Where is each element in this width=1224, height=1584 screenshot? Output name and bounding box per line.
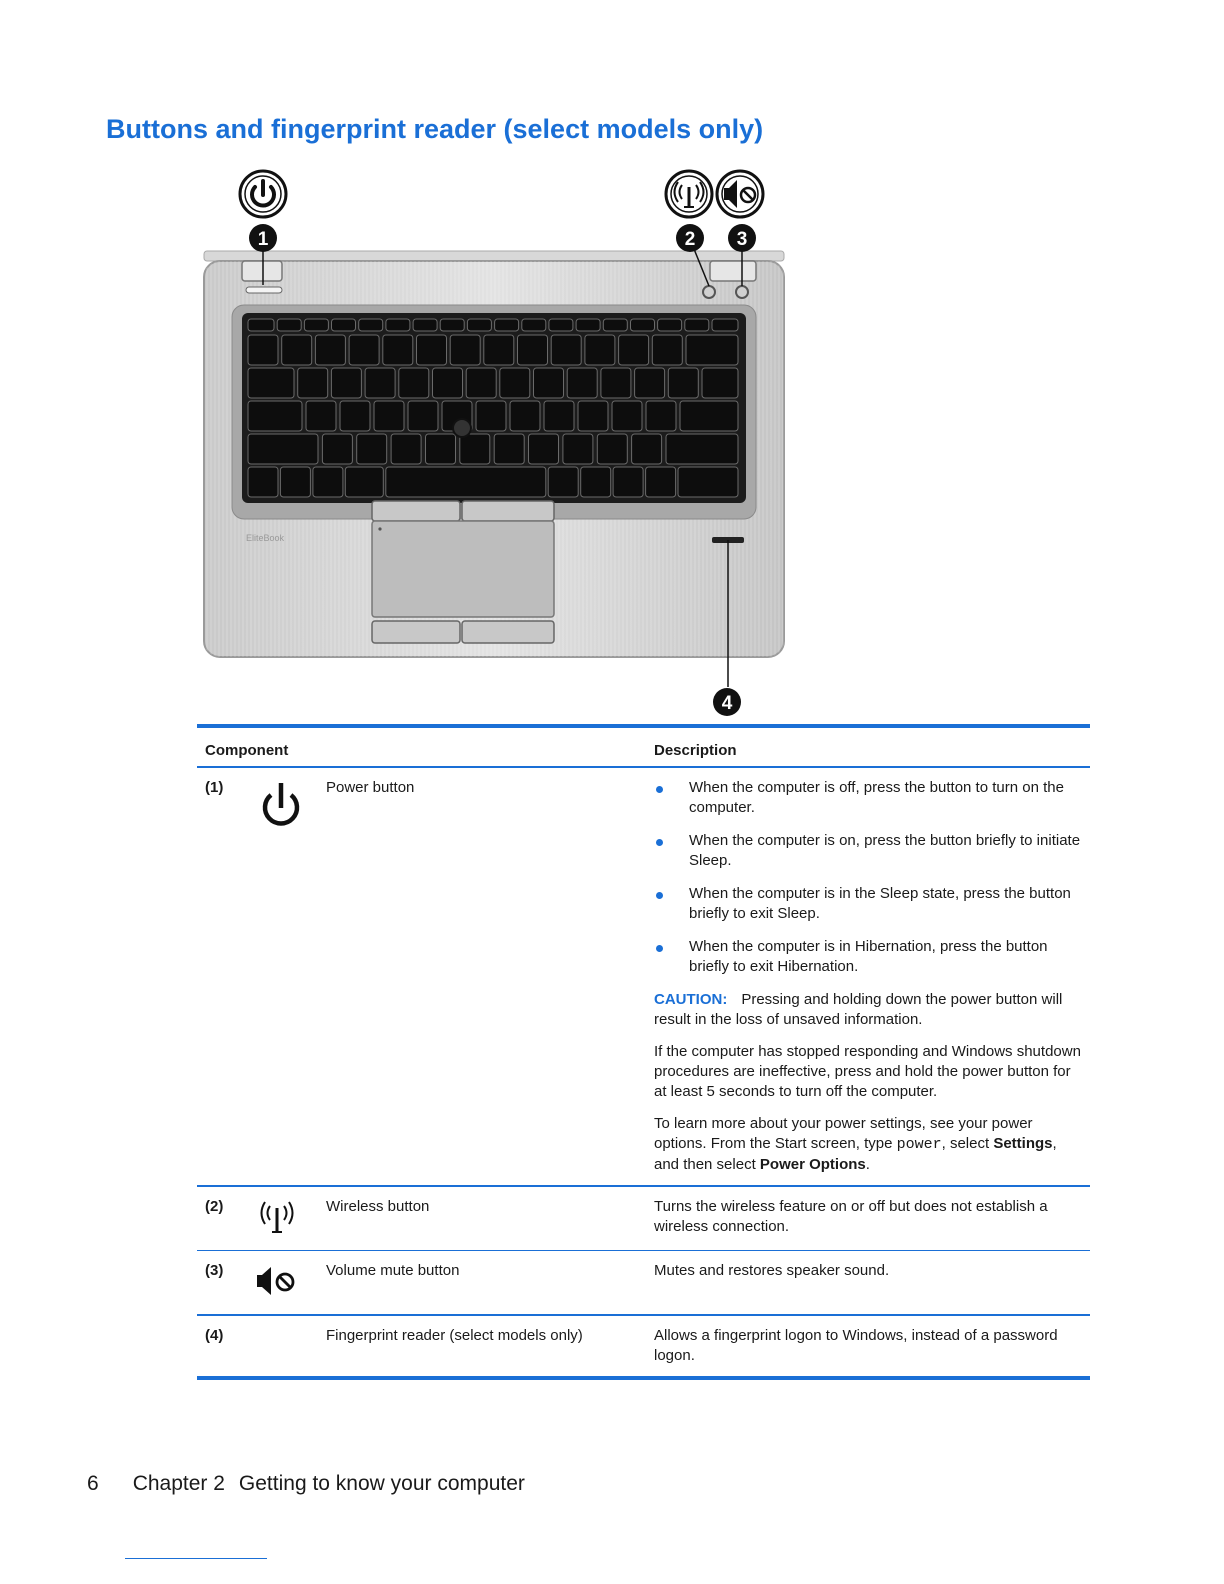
keyboard-key	[658, 319, 682, 331]
keyboard-key	[426, 434, 456, 464]
keyboard-key	[277, 319, 301, 331]
laptop-figure	[190, 165, 790, 725]
keyboard-key	[631, 319, 655, 331]
keyboard-key	[408, 401, 438, 431]
page-footer	[87, 1472, 525, 1496]
keyboard-key	[460, 434, 490, 464]
keyboard-key	[304, 319, 328, 331]
keyboard-key	[680, 401, 738, 431]
row-number: (2)	[205, 1197, 224, 1215]
table-row	[197, 1187, 1090, 1250]
power-options-term: Power Options	[759, 1156, 866, 1173]
keyboard-keys	[248, 319, 738, 497]
keyboard-key	[282, 335, 312, 365]
table-header	[197, 728, 1090, 766]
keyboard-key	[391, 434, 421, 464]
keyboard-key	[359, 319, 383, 331]
wireless-callout-icon	[666, 171, 712, 217]
keyboard-key	[563, 434, 593, 464]
description-bullets	[654, 778, 1082, 977]
keyboard-key	[332, 319, 356, 331]
keyboard-key	[544, 401, 574, 431]
shutdown-paragraph: If the computer has stopped responding and Windows shutdown procedures are ineffective, press and hold the power button for at least 5 seconds to turn off the computer.	[654, 1043, 1081, 1100]
keyboard-key	[529, 434, 559, 464]
mute-button-shape	[736, 286, 748, 298]
keyboard-key	[331, 368, 361, 398]
keyboard-key	[383, 335, 413, 365]
keyboard-key	[313, 467, 343, 497]
keyboard-key	[450, 335, 480, 365]
table-row	[197, 768, 1090, 1185]
keyboard-key	[685, 319, 709, 331]
callout-badge-3	[728, 224, 756, 252]
keyboard-key	[522, 319, 546, 331]
keyboard-key	[585, 335, 615, 365]
chapter-label: Chapter 2	[132, 1472, 225, 1495]
keyboard-key	[652, 335, 682, 365]
wireless-button-shape	[703, 286, 715, 298]
keyboard-key	[476, 401, 506, 431]
keyboard-key	[440, 319, 464, 331]
svg-text:3: 3	[736, 229, 748, 250]
callout-badge-2	[676, 224, 704, 252]
keyboard-key	[578, 401, 608, 431]
chapter-title: Getting to know your computer	[238, 1472, 525, 1495]
keyboard-key	[248, 467, 278, 497]
keyboard-key	[315, 335, 345, 365]
svg-text:4: 4	[721, 693, 733, 714]
caution-note	[654, 990, 1082, 1030]
table-row	[197, 1316, 1090, 1376]
keyboard-key	[548, 467, 578, 497]
keyboard-key	[612, 401, 642, 431]
component-name: Fingerprint reader (select models only)	[326, 1326, 583, 1344]
keyboard-key	[322, 434, 352, 464]
keyboard-key	[280, 467, 310, 497]
component-name: Volume mute button	[326, 1262, 460, 1279]
keyboard-key	[646, 467, 676, 497]
pointing-stick	[453, 419, 471, 437]
keyboard-key	[374, 401, 404, 431]
keyboard-key	[646, 401, 676, 431]
power-settings-paragraph: To learn more about your power settings, see your power options. From the Start screen, type power, select Settings, and then select Power Options.	[654, 1115, 1057, 1173]
keyboard-key	[417, 335, 447, 365]
row-number: (4)	[205, 1326, 224, 1344]
component-name: Wireless button	[326, 1197, 430, 1215]
keyboard-key	[534, 368, 564, 398]
keyboard-key	[632, 434, 662, 464]
keyboard-key	[248, 434, 318, 464]
keyboard-key	[666, 434, 738, 464]
row-number: (1)	[205, 779, 224, 796]
keyboard-key	[510, 401, 540, 431]
keyboard-key	[399, 368, 429, 398]
caution-label: CAUTION:	[654, 991, 728, 1008]
keyboard-key	[576, 319, 600, 331]
keyboard-key	[467, 319, 491, 331]
table-row	[197, 1251, 1090, 1314]
keyboard-key	[613, 467, 643, 497]
volume-mute-icon	[257, 1263, 301, 1303]
caution-text: Pressing and holding down the power button will result in the loss of unsaved information.	[654, 991, 1063, 1028]
keyboard-key	[386, 467, 546, 497]
component-description: Turns the wireless feature on or off but does not establish a wireless connection.	[654, 1197, 1048, 1235]
keyboard-key	[668, 368, 698, 398]
svg-text:1: 1	[257, 229, 269, 250]
keyboard-key	[567, 368, 597, 398]
keyboard-key	[340, 401, 370, 431]
table-bottom-rule	[197, 1376, 1090, 1380]
keyboard-key	[248, 335, 278, 365]
keyboard-key	[248, 319, 274, 331]
power-icon	[257, 780, 305, 836]
mute-callout-icon	[717, 171, 763, 217]
keyboard-key	[433, 368, 463, 398]
header-description: Description	[654, 742, 737, 759]
keyboard-key	[597, 434, 627, 464]
keyboard-key	[581, 467, 611, 497]
keyboard-key	[413, 319, 437, 331]
keyboard-key	[518, 335, 548, 365]
component-description: Allows a fingerprint logon to Windows, instead of a password logon.	[654, 1326, 1058, 1364]
keyboard-key	[248, 368, 294, 398]
keyboard-key	[551, 335, 581, 365]
list-item: When the computer is in the Sleep state, press the button briefly to exit Sleep.	[654, 884, 1082, 924]
component-name: Power button	[326, 779, 415, 796]
keyboard-key	[601, 368, 631, 398]
keyboard-key	[702, 368, 738, 398]
keyboard-key	[345, 467, 383, 497]
callout-badge-1	[249, 224, 277, 252]
keyboard-key	[686, 335, 738, 365]
keyboard-key	[386, 319, 410, 331]
list-item: When the computer is in Hibernation, press the button briefly to exit Hibernation.	[654, 937, 1082, 977]
power-callout-icon	[240, 171, 286, 217]
touchpad	[372, 521, 554, 617]
power-button-shape	[242, 261, 282, 281]
component-description: Mutes and restores speaker sound.	[654, 1262, 890, 1279]
typed-command: power	[896, 1136, 942, 1153]
keyboard-key	[248, 401, 302, 431]
list-item: When the computer is off, press the button to turn on the computer.	[654, 778, 1082, 818]
keyboard-key	[678, 467, 738, 497]
keyboard-key	[635, 368, 665, 398]
page-title: Buttons and fingerprint reader (select models only)	[106, 114, 764, 144]
keyboard-key	[549, 319, 573, 331]
keyboard-key	[357, 434, 387, 464]
page-number: 6	[87, 1472, 99, 1495]
callout-badge-4	[713, 688, 741, 716]
keyboard-key	[494, 434, 524, 464]
keyboard-key	[349, 335, 379, 365]
settings-term: Settings	[993, 1135, 1053, 1152]
component-table	[197, 724, 1090, 1380]
row-number: (3)	[205, 1262, 224, 1279]
keyboard-key	[619, 335, 649, 365]
svg-text:2: 2	[684, 229, 696, 250]
footer-rule	[125, 1558, 267, 1559]
keyboard-key	[603, 319, 627, 331]
keyboard-key	[712, 319, 738, 331]
keyboard-key	[306, 401, 336, 431]
brand-label: EliteBook	[246, 533, 285, 543]
wireless-icon	[257, 1199, 299, 1241]
list-item: When the computer is on, press the button briefly to initiate Sleep.	[654, 831, 1082, 871]
header-component: Component	[205, 742, 289, 759]
keyboard-key	[500, 368, 530, 398]
keyboard-key	[365, 368, 395, 398]
keyboard-key	[466, 368, 496, 398]
component-description	[654, 768, 1090, 1185]
keyboard-key	[484, 335, 514, 365]
keyboard-key	[298, 368, 328, 398]
keyboard-key	[495, 319, 519, 331]
